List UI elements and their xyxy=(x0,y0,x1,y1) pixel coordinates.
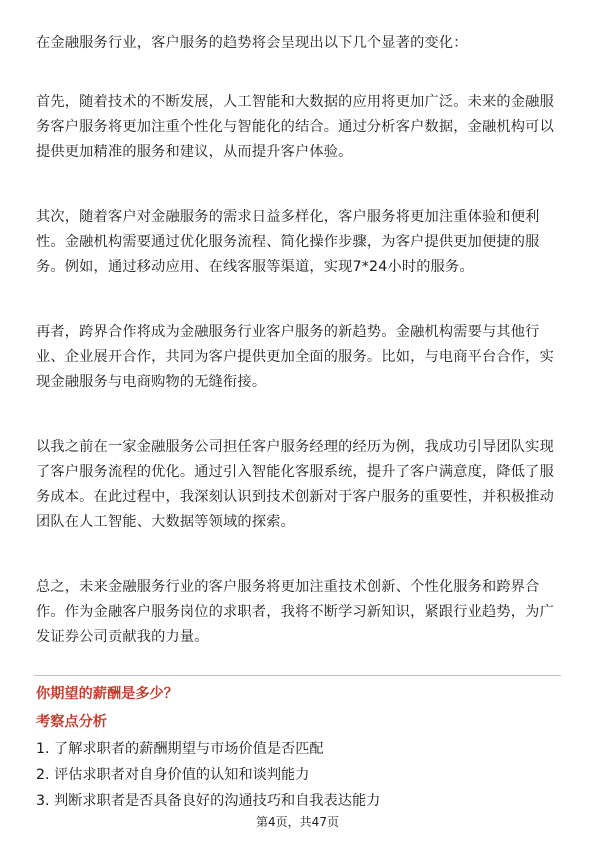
analysis-heading: 考察点分析 xyxy=(36,714,107,730)
interview-question: 你期望的薪酬是多少？ xyxy=(36,686,178,702)
list-item: 3. 判断求职者是否具备良好的沟通技巧和自我表达能力 xyxy=(36,793,381,809)
paragraph-experience: 以我之前在一家金融服务公司担任客户服务经理的经历为例，我成功引导团队实现了客户服务流程的优化。通过引入智能化客服系统，提升了客户满意度，降低了服务成本。在此过程中，我深刻认识到技术创新对于客户服务的重要性，并积极推动团队在人工智能、大数据等领域的探索。 xyxy=(36,439,554,530)
section-divider xyxy=(34,675,561,676)
paragraph-third: 再者，跨界合作将成为金融服务行业客户服务的新趋势。金融机构需要与其他行业、企业展开合作，共同为客户提供更加全面的服务。比如，与电商平台合作，实现金融服务与电商购物的无缝衔接。 xyxy=(36,324,554,390)
analysis-list xyxy=(36,736,380,814)
paragraph-conclusion: 总之，未来金融服务行业的客户服务将更加注重技术创新、个性化服务和跨界合作。作为金融客户服务岗位的求职者，我将不断学习新知识，紧跟行业趋势，为广发证券公司贡献我的力量。 xyxy=(36,579,554,645)
page-number-footer: 第4页，共47页 xyxy=(256,815,339,829)
paragraph-first: 首先，随着技术的不断发展，人工智能和大数据的应用将更加广泛。未来的金融服务客户服务将更加注重个性化与智能化的结合。通过分析客户数据，金融机构可以提供更加精准的服务和建议，从而提升客户体验。 xyxy=(36,94,554,160)
list-item: 2. 评估求职者对自身价值的认知和谈判能力 xyxy=(36,767,310,783)
intro-paragraph: 在金融服务行业，客户服务的趋势将会呈现出以下几个显著的变化： xyxy=(36,35,468,51)
paragraph-second: 其次，随着客户对金融服务的需求日益多样化，客户服务将更加注重体验和便利性。金融机构需要通过优化服务流程、简化操作步骤，为客户提供更加便捷的服务。例如，通过移动应用、在线客服等渠道，实现7*24小时的服务。 xyxy=(36,209,540,275)
list-item: 1. 了解求职者的薪酬期望与市场价值是否匹配 xyxy=(36,741,324,757)
